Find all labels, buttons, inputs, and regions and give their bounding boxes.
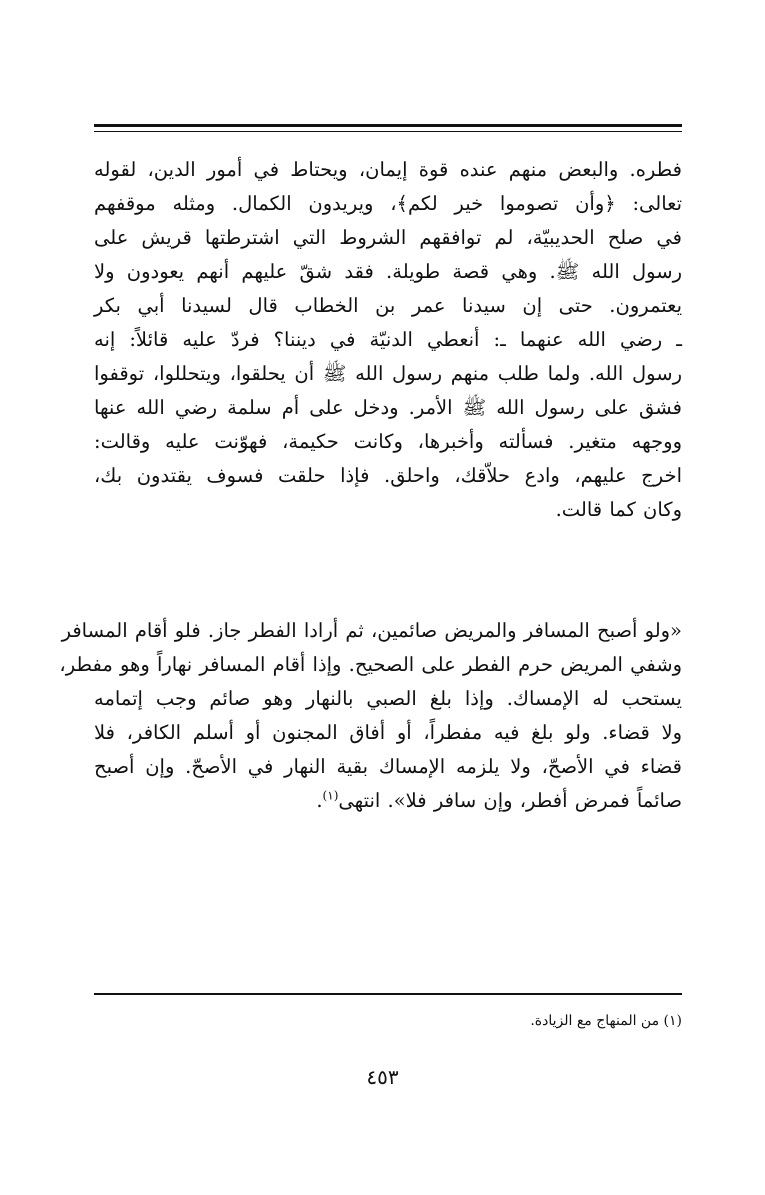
text-line: يعتمرون. حتى إن سيدنا عمر بن الخطاب قال لسيدنا أبي بكر: [94, 294, 682, 317]
text-line: رسول الله. ولما طلب منهم رسول الله ﷺ أن يحلقوا، ويتحللوا، توقفوا: [94, 362, 682, 385]
paragraph-1: [94, 153, 682, 527]
text-line: قضاء في الأصحّ، ولا يلزمه الإمساك بقية النهار في الأصحّ. وإن أصبح: [94, 755, 682, 778]
header-rule-thick: [94, 124, 682, 127]
text-line: وشفي المريض حرم الفطر على الصحيح. وإذا أقام المسافر نهاراً وهو مفطر،: [59, 653, 682, 676]
text-line: اخرج عليهم، وادع حلاّقك، واحلق. فإذا حلقت فسوف يقتدون بك،: [94, 464, 682, 487]
text-line-content: صائماً فمرض أفطر، وإن سافر فلا». انتهى: [338, 789, 682, 812]
text-line: فشق على رسول الله ﷺ الأمر. ودخل على أم سلمة رضي الله عنها: [94, 396, 682, 419]
text-line: فطره. والبعض منهم عنده قوة إيمان، ويحتاط في أمور الدين، لقوله: [94, 158, 682, 181]
text-line: رسول الله ﷺ. وهي قصة طويلة. فقد شقّ عليهم أنهم يعودون ولا: [94, 260, 682, 283]
text-line: في صلح الحديبيّة، لم توافقهم الشروط التي اشترطتها قريش على: [94, 226, 682, 249]
text-line: يستحب له الإمساك. وإذا بلغ الصبي بالنهار وهو صائم وجب إتمامه: [94, 687, 682, 710]
footnote-reference[interactable]: (١): [322, 788, 339, 803]
text-line: وكان كما قالت.: [555, 498, 682, 521]
text-line: ووجهه متغير. فسألته وأخبرها، وكانت حكيمة، فهوّنت عليه وقالت:: [94, 430, 682, 453]
text-line-last: [94, 784, 682, 818]
paragraph-2-quote: [59, 614, 682, 818]
footnote-rule: [94, 993, 682, 995]
header-rule-thin: [94, 131, 682, 132]
sentence-end: .: [316, 789, 323, 812]
text-line: ـ رضي الله عنهما ـ: أنعطي الدنيّة في ديننا؟ فردّ عليه قائلاً: إنه: [94, 328, 682, 351]
text-line: «ولو أصبح المسافر والمريض صائمين، ثم أرادا الفطر جاز. فلو أقام المسافر: [61, 619, 682, 642]
footnote: (١) من المنهاج مع الزيادة.: [530, 1013, 682, 1029]
page-number: ٤٥٣: [366, 1065, 399, 1089]
text-line: ولا قضاء. ولو بلغ فيه مفطراً، أو أفاق المجنون أو أسلم الكافر، فلا: [94, 721, 682, 744]
text-line: تعالى: ﴿وأن تصوموا خير لكم﴾، ويريدون الكمال. ومثله موقفهم: [94, 192, 682, 215]
